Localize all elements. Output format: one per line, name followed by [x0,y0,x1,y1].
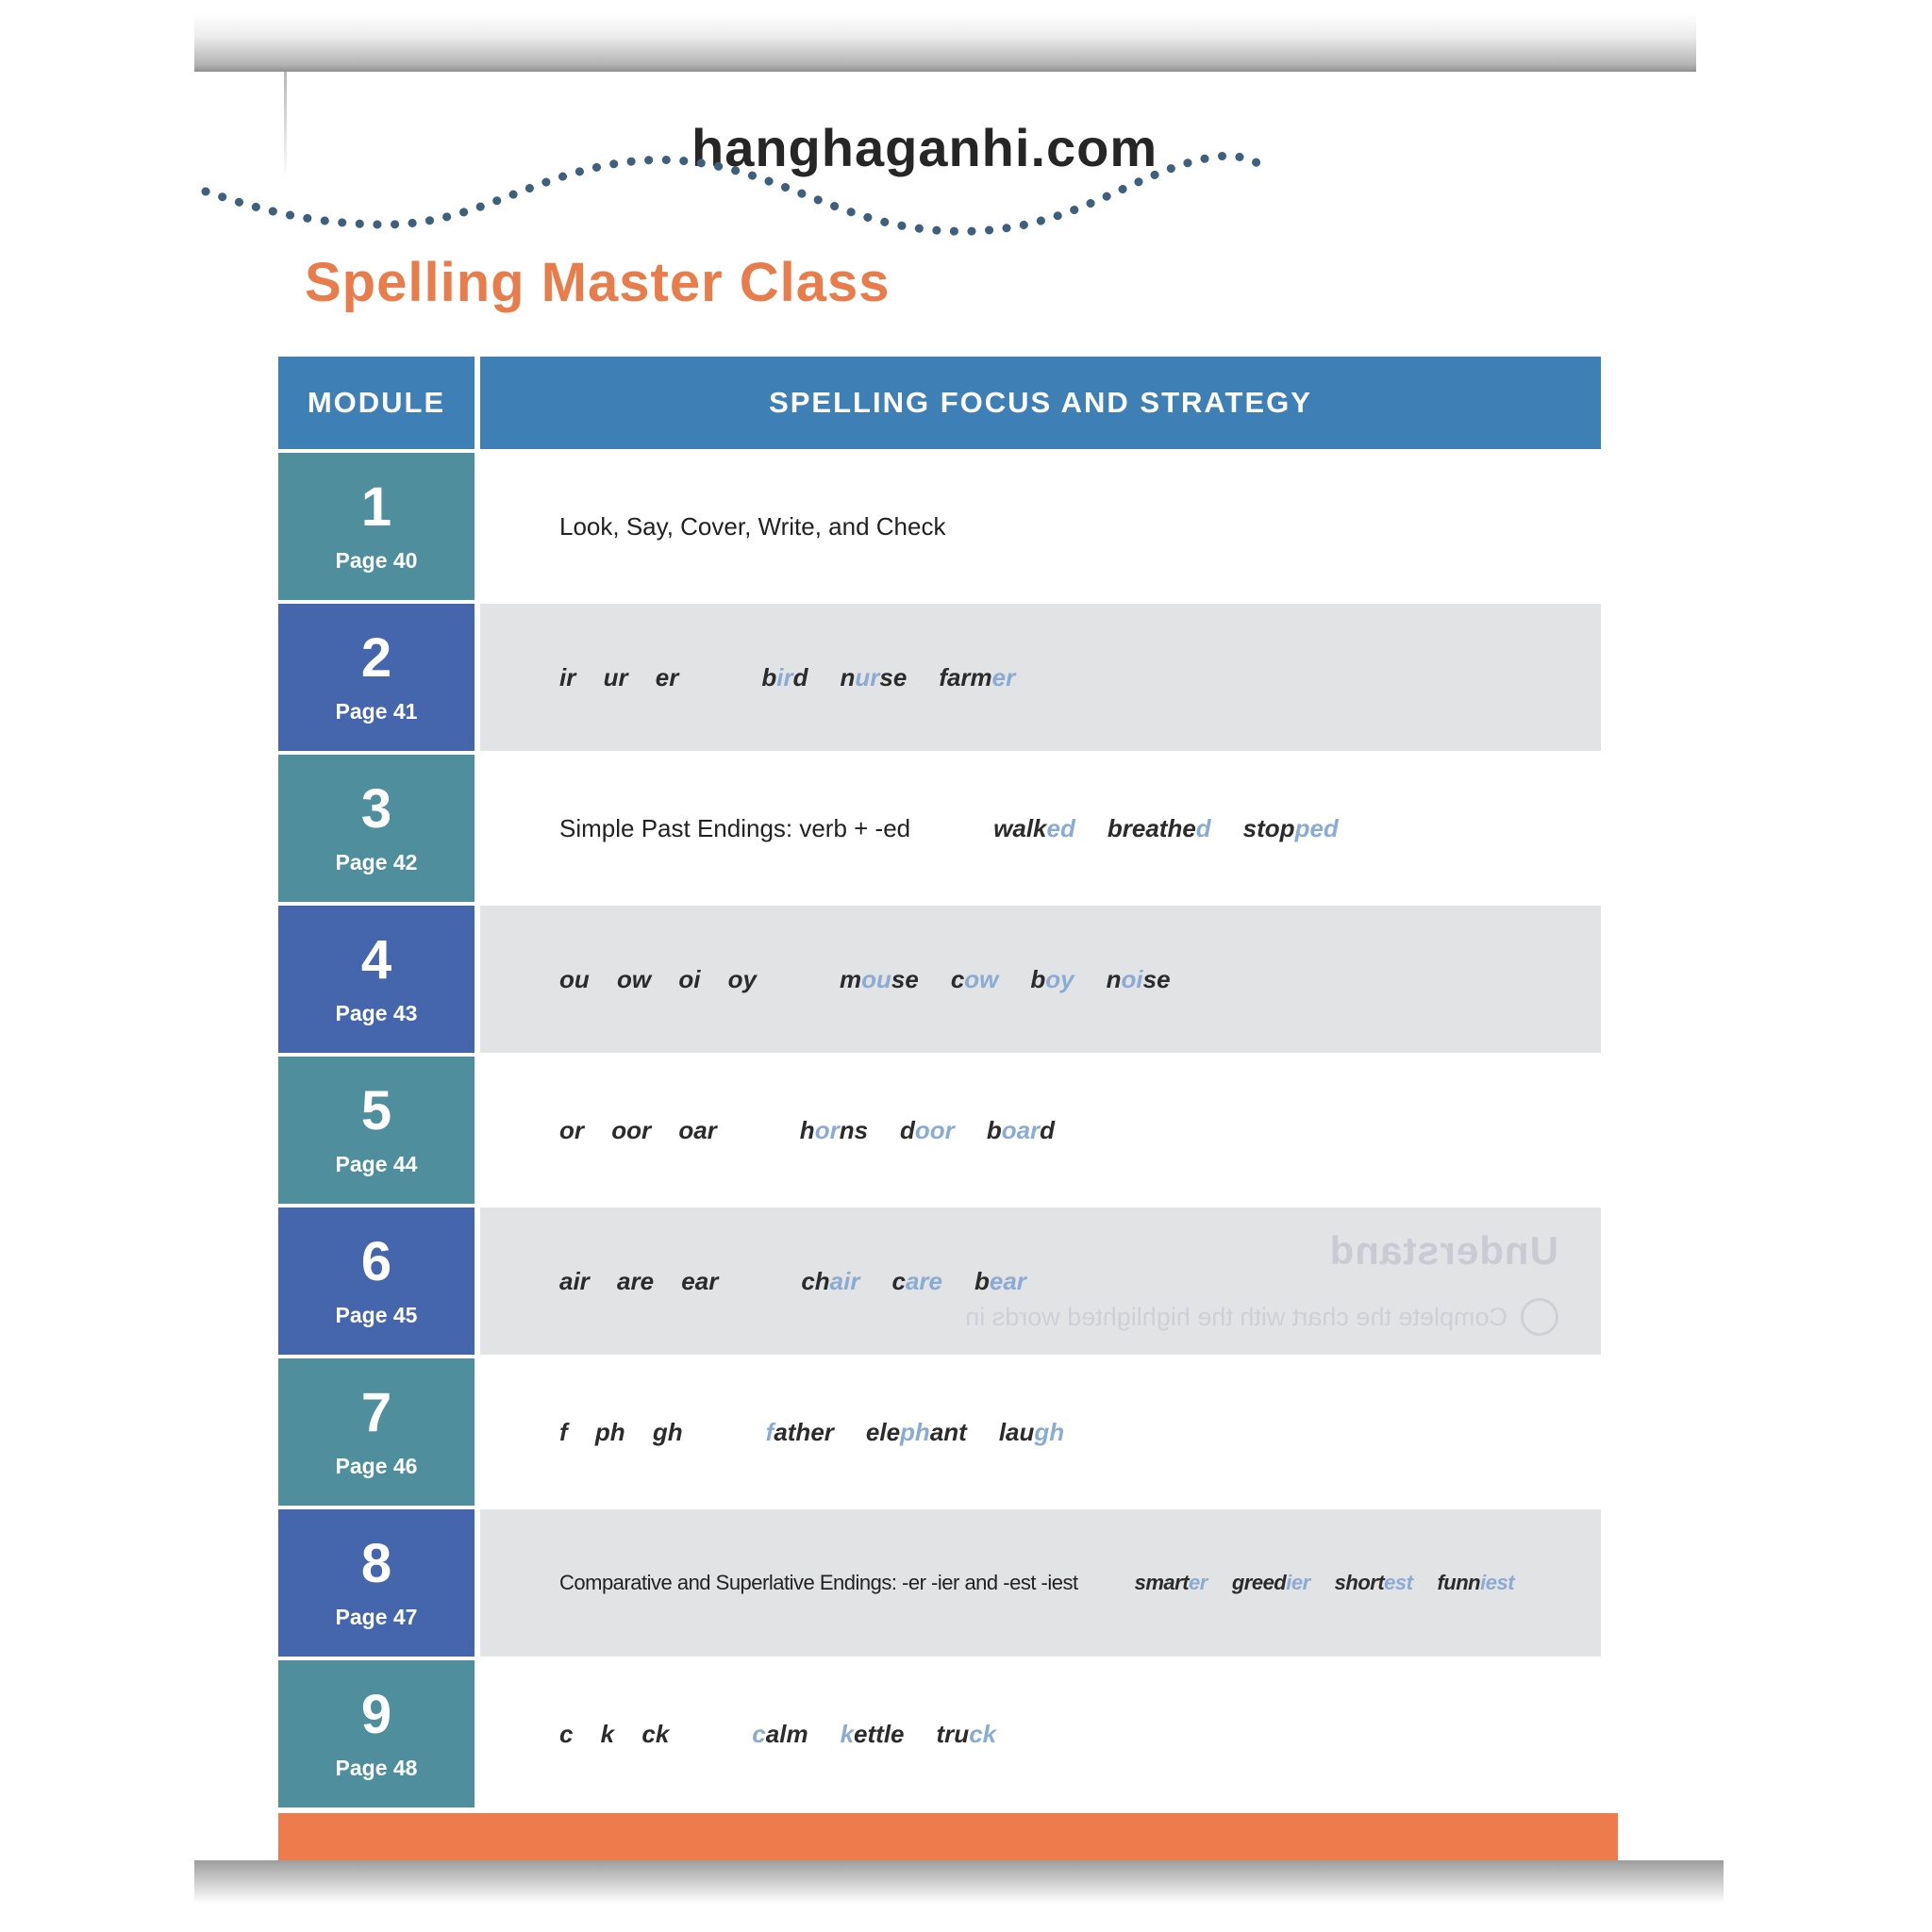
focus-cell [480,1057,1601,1204]
focus-text: ir ur er [559,662,679,691]
module-cell [278,1660,480,1807]
focus-cell [480,755,1601,902]
example-words [993,814,1339,843]
example-word: door [900,1115,955,1144]
module-cell [278,755,480,902]
module-number: 2 [360,626,392,689]
column-header-module: MODULE [278,357,480,449]
example-word: horns [799,1115,869,1144]
example-word: board [986,1115,1056,1144]
focus-cell [480,453,1601,600]
example-word: nurse [840,662,908,691]
example-words [800,1116,1055,1145]
focus-text: Simple Past Endings: verb + -ed [559,813,911,842]
bleed-through-caption-row [964,1298,1558,1336]
focus-text: Look, Say, Cover, Write, and Check [559,511,946,541]
module-number: 7 [360,1381,392,1443]
page-title: Spelling Master Class [305,252,891,313]
example-words [752,1720,996,1749]
module-cell [278,1358,480,1506]
module-page-label: Page 42 [335,849,418,874]
bleed-through-caption: Complete the chart with the highlighted words in [965,1302,1507,1331]
module-cell [278,604,480,751]
table-row-module-6 [278,1208,1601,1355]
example-words [1135,1571,1514,1595]
module-number: 6 [360,1230,392,1292]
example-word: calm [752,1719,808,1748]
focus-cell [480,1358,1601,1506]
table-row-module-4 [278,906,1601,1053]
module-page-label: Page 46 [335,1453,418,1478]
focus-cell [480,1208,1601,1355]
bleed-through-heading: Understand [1328,1228,1558,1273]
module-cell [278,453,480,600]
module-number: 5 [360,1079,392,1141]
module-page-label: Page 43 [335,1000,418,1025]
module-number: 8 [360,1532,392,1594]
example-word: breathed [1107,813,1211,842]
module-cell [278,906,480,1053]
example-word: boy [1030,964,1074,993]
focus-text: ou ow oi oy [559,964,757,993]
module-page-label: Page 48 [335,1755,418,1780]
table-row-module-1 [278,453,1601,600]
example-word: cow [950,964,999,993]
example-word: smarter [1134,1571,1208,1594]
example-word: greedier [1231,1571,1310,1594]
focus-cell [480,1660,1601,1807]
example-word: laugh [998,1417,1065,1446]
example-word: funniest [1437,1571,1515,1594]
table-row-module-7 [278,1358,1601,1506]
example-word: walked [993,813,1075,842]
module-page-label: Page 40 [335,547,418,573]
scan-bottom-shadow [194,1860,1724,1904]
ghost-circle-icon [1521,1298,1558,1336]
contents-table [278,357,1601,1807]
example-word: bird [761,662,808,691]
example-word: elephant [865,1417,967,1446]
example-word: father [765,1417,834,1446]
focus-text: c k ck [559,1719,670,1748]
example-words [840,965,1171,994]
watermark-text: hanghaganhi.com [691,118,1158,177]
module-cell [278,1208,480,1355]
module-number: 3 [360,777,392,840]
module-page-label: Page 45 [335,1302,418,1327]
focus-text: Comparative and Superlative Endings: -er -ier and -est -iest [559,1571,1078,1594]
example-word: stopped [1242,813,1339,842]
module-cell [278,1509,480,1657]
scan-top-shadow [194,13,1696,72]
example-words [766,1418,1065,1447]
table-row-module-3 [278,755,1601,902]
table-header-row [278,357,1601,449]
module-number: 9 [360,1683,392,1745]
example-word: kettle [840,1719,905,1748]
table-row-module-9 [278,1660,1601,1807]
example-word: shortest [1334,1571,1413,1594]
footer-orange-bar [278,1813,1618,1860]
example-word: truck [936,1719,997,1748]
example-word: chair [801,1266,860,1295]
module-page-label: Page 41 [335,698,418,724]
table-row-module-5 [278,1057,1601,1204]
example-word: mouse [840,964,919,993]
example-word: bear [974,1266,1026,1295]
bleed-through-text [964,1228,1558,1336]
focus-text: air are ear [559,1266,719,1295]
focus-cell [480,604,1601,751]
table-row-module-8 [278,1509,1601,1657]
example-words [761,663,1015,692]
focus-cell [480,1509,1601,1657]
focus-text: or oor oar [559,1115,717,1144]
dotted-wave-decoration [189,140,1283,253]
example-word: farmer [939,662,1016,691]
example-word: noise [1106,964,1171,993]
table-row-module-2 [278,604,1601,751]
focus-cell [480,906,1601,1053]
focus-text: f ph gh [559,1417,683,1446]
column-header-focus: SPELLING FOCUS AND STRATEGY [769,386,1312,419]
module-number: 1 [360,475,392,538]
module-number: 4 [360,928,392,991]
module-cell [278,1057,480,1204]
module-page-label: Page 47 [335,1604,418,1629]
module-page-label: Page 44 [335,1151,418,1176]
example-word: care [891,1266,942,1295]
